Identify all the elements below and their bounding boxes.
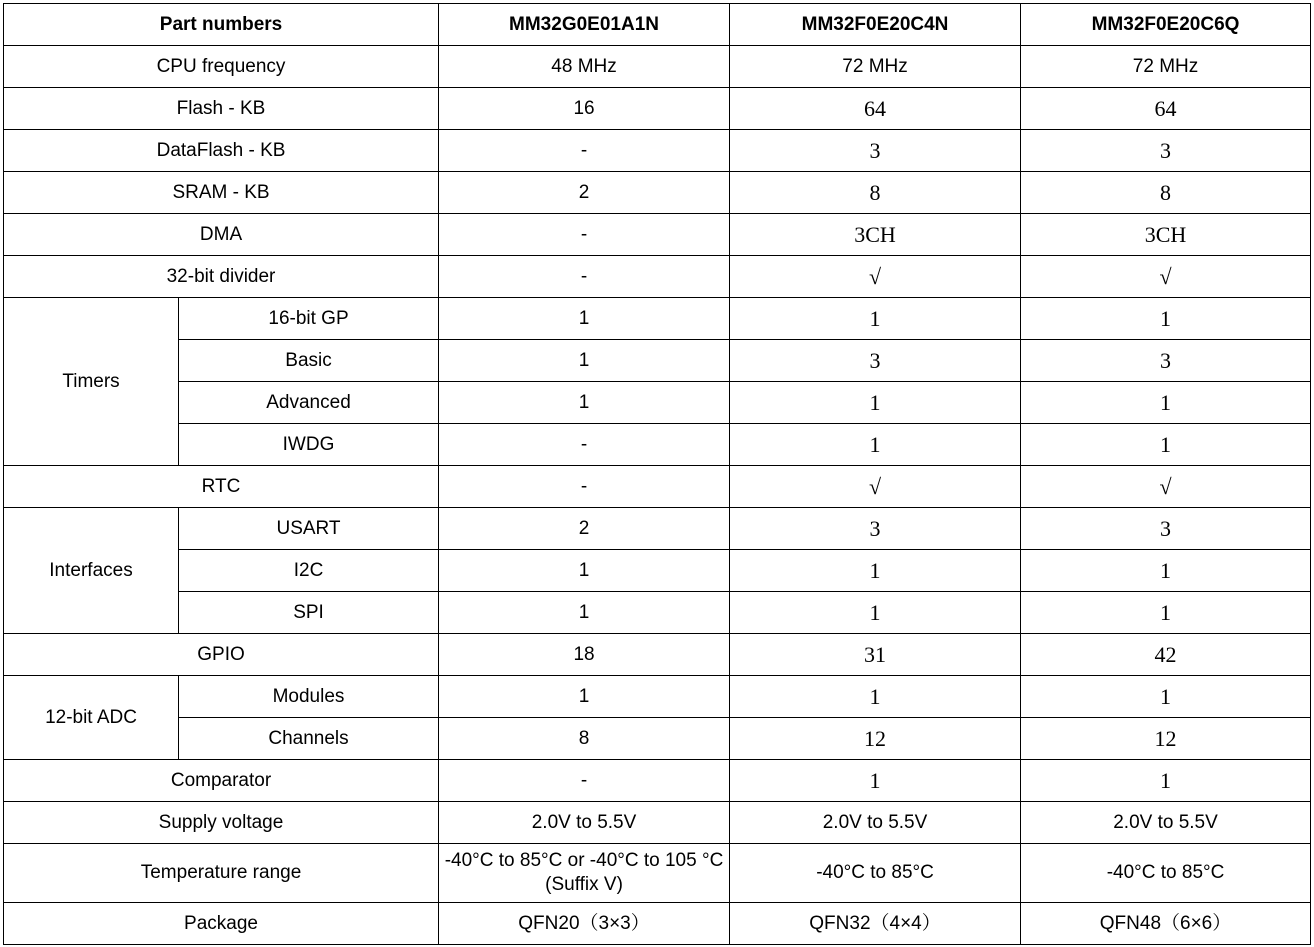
cell-value: 72 MHz xyxy=(1021,46,1311,88)
cell-value: 3 xyxy=(730,130,1021,172)
cell-value: 1 xyxy=(730,592,1021,634)
row-adc-modules xyxy=(4,676,1311,718)
group-label-timers: Timers xyxy=(4,298,179,466)
cell-value: 31 xyxy=(730,634,1021,676)
check-mark: √ xyxy=(1021,256,1311,298)
cell-value: -40°C to 85°C xyxy=(1021,844,1311,903)
cell-value: 16 xyxy=(439,88,730,130)
cell-value: 3CH xyxy=(1021,214,1311,256)
cell-value: -40°C to 85°C xyxy=(730,844,1021,903)
cell-value: 3 xyxy=(1021,130,1311,172)
row-dma xyxy=(4,214,1311,256)
cell-value: 2 xyxy=(439,508,730,550)
group-label-interfaces: Interfaces xyxy=(4,508,179,634)
cell-value: QFN32（4×4） xyxy=(730,903,1021,945)
row-label: SRAM - KB xyxy=(4,172,439,214)
cell-value: 1 xyxy=(439,298,730,340)
cell-value: - xyxy=(439,256,730,298)
row-cpu-frequency xyxy=(4,46,1311,88)
sub-row-label: Advanced xyxy=(179,382,439,424)
sub-row-label: IWDG xyxy=(179,424,439,466)
cell-value: 1 xyxy=(730,298,1021,340)
cell-value: 3 xyxy=(730,508,1021,550)
cell-value: 3 xyxy=(730,340,1021,382)
cell-value: -40°C to 85°C or -40°C to 105 °C (Suffix V) xyxy=(439,844,730,903)
cell-value: 3 xyxy=(1021,340,1311,382)
row-timers-16bit-gp xyxy=(4,298,1311,340)
header-part-1: MM32G0E01A1N xyxy=(439,4,730,46)
table-header-row xyxy=(4,4,1311,46)
row-label: Supply voltage xyxy=(4,802,439,844)
row-timers-iwdg xyxy=(4,424,1311,466)
cell-value: 1 xyxy=(730,424,1021,466)
check-mark: √ xyxy=(730,466,1021,508)
cell-value: 1 xyxy=(439,676,730,718)
row-interfaces-usart xyxy=(4,508,1311,550)
row-package xyxy=(4,903,1311,945)
cell-value: 1 xyxy=(730,760,1021,802)
cell-value: 1 xyxy=(1021,298,1311,340)
cell-value: 1 xyxy=(439,382,730,424)
row-label: DMA xyxy=(4,214,439,256)
part-comparison-table xyxy=(3,3,1311,945)
row-divider xyxy=(4,256,1311,298)
cell-value: 64 xyxy=(1021,88,1311,130)
row-label: RTC xyxy=(4,466,439,508)
header-part-3: MM32F0E20C6Q xyxy=(1021,4,1311,46)
cell-value: - xyxy=(439,214,730,256)
row-supply-voltage xyxy=(4,802,1311,844)
cell-value: 12 xyxy=(730,718,1021,760)
cell-value: 1 xyxy=(1021,382,1311,424)
cell-value: 2.0V to 5.5V xyxy=(1021,802,1311,844)
cell-value: 1 xyxy=(439,340,730,382)
cell-value: 1 xyxy=(1021,550,1311,592)
sub-row-label: 16-bit GP xyxy=(179,298,439,340)
sub-row-label: I2C xyxy=(179,550,439,592)
sub-row-label: SPI xyxy=(179,592,439,634)
cell-value: 1 xyxy=(439,550,730,592)
sub-row-label: Channels xyxy=(179,718,439,760)
cell-value: 1 xyxy=(1021,424,1311,466)
group-label-adc: 12-bit ADC xyxy=(4,676,179,760)
cell-value: 1 xyxy=(730,382,1021,424)
row-interfaces-i2c xyxy=(4,550,1311,592)
check-mark: √ xyxy=(730,256,1021,298)
cell-value: QFN48（6×6） xyxy=(1021,903,1311,945)
header-part-numbers: Part numbers xyxy=(4,4,439,46)
cell-value: 1 xyxy=(730,676,1021,718)
cell-value: - xyxy=(439,424,730,466)
check-mark: √ xyxy=(1021,466,1311,508)
row-label: CPU frequency xyxy=(4,46,439,88)
cell-value: 12 xyxy=(1021,718,1311,760)
sub-row-label: Modules xyxy=(179,676,439,718)
cell-value: 64 xyxy=(730,88,1021,130)
row-dataflash xyxy=(4,130,1311,172)
cell-value: 8 xyxy=(439,718,730,760)
cell-value: - xyxy=(439,466,730,508)
row-comparator xyxy=(4,760,1311,802)
row-flash xyxy=(4,88,1311,130)
row-adc-channels xyxy=(4,718,1311,760)
cell-value: QFN20（3×3） xyxy=(439,903,730,945)
row-label: DataFlash - KB xyxy=(4,130,439,172)
cell-value: 2.0V to 5.5V xyxy=(730,802,1021,844)
cell-value: 48 MHz xyxy=(439,46,730,88)
cell-value: 1 xyxy=(730,550,1021,592)
cell-value: - xyxy=(439,760,730,802)
row-label: Flash - KB xyxy=(4,88,439,130)
row-label: Temperature range xyxy=(4,844,439,903)
row-label: Comparator xyxy=(4,760,439,802)
cell-value: 2 xyxy=(439,172,730,214)
row-interfaces-spi xyxy=(4,592,1311,634)
header-part-2: MM32F0E20C4N xyxy=(730,4,1021,46)
row-timers-basic xyxy=(4,340,1311,382)
row-label: Package xyxy=(4,903,439,945)
cell-value: - xyxy=(439,130,730,172)
row-sram xyxy=(4,172,1311,214)
row-gpio xyxy=(4,634,1311,676)
cell-value: 1 xyxy=(1021,592,1311,634)
cell-value: 1 xyxy=(1021,676,1311,718)
cell-value: 3 xyxy=(1021,508,1311,550)
row-label: GPIO xyxy=(4,634,439,676)
sub-row-label: Basic xyxy=(179,340,439,382)
cell-value: 1 xyxy=(439,592,730,634)
row-rtc xyxy=(4,466,1311,508)
sub-row-label: USART xyxy=(179,508,439,550)
cell-value: 3CH xyxy=(730,214,1021,256)
row-label: 32-bit divider xyxy=(4,256,439,298)
cell-value: 1 xyxy=(1021,760,1311,802)
cell-value: 8 xyxy=(1021,172,1311,214)
cell-value: 2.0V to 5.5V xyxy=(439,802,730,844)
cell-value: 8 xyxy=(730,172,1021,214)
cell-value: 42 xyxy=(1021,634,1311,676)
cell-value: 72 MHz xyxy=(730,46,1021,88)
row-temperature-range xyxy=(4,844,1311,903)
cell-value: 18 xyxy=(439,634,730,676)
row-timers-advanced xyxy=(4,382,1311,424)
